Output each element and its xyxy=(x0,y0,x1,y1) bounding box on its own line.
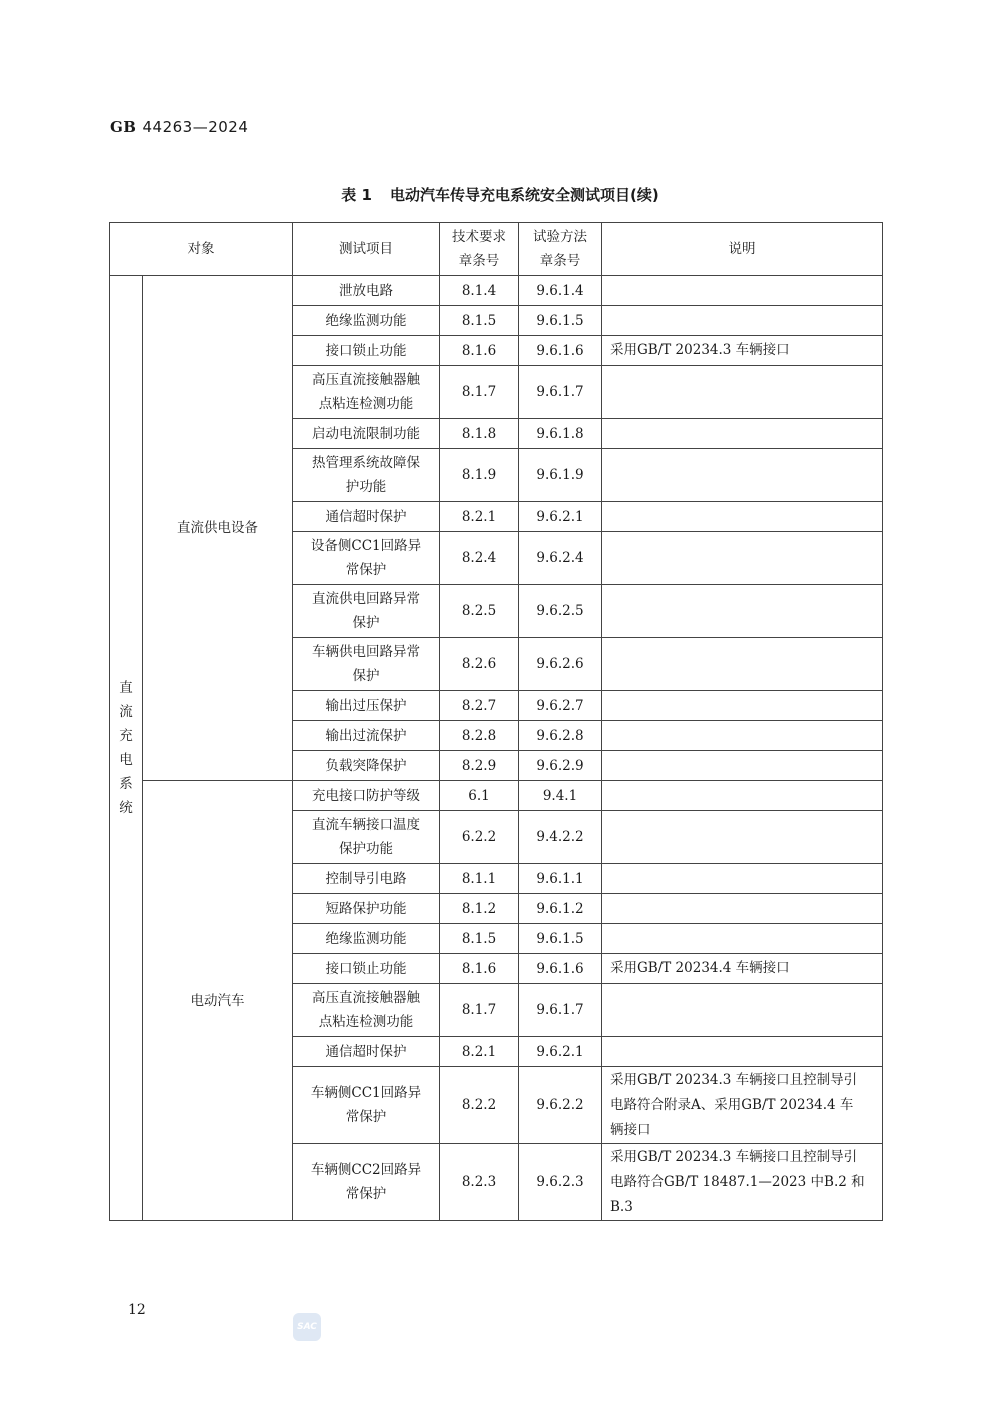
test-item-cell xyxy=(293,336,440,366)
note-cell xyxy=(602,638,883,691)
note-cell xyxy=(602,751,883,781)
method-clause-cell: 9.6.1.7 xyxy=(519,984,602,1037)
method-clause-cell: 9.6.1.9 xyxy=(519,449,602,502)
test-items-table xyxy=(109,222,883,1221)
note-cell xyxy=(602,366,883,419)
note-cell xyxy=(602,336,883,366)
header-requirement-line2: 章条号 xyxy=(458,253,500,269)
standard-code: 44263—2024 xyxy=(142,118,249,136)
method-clause-cell: 9.6.2.4 xyxy=(519,532,602,585)
requirement-clause-cell: 8.2.8 xyxy=(440,721,519,751)
requirement-clause-cell: 6.2.2 xyxy=(440,811,519,864)
method-clause-cell: 9.6.2.3 xyxy=(519,1144,602,1221)
test-item-line: 高压直流接触器触 xyxy=(312,990,420,1006)
test-item-cell xyxy=(293,1037,440,1067)
test-item-cell xyxy=(293,751,440,781)
test-item-cell xyxy=(293,691,440,721)
test-item-line: 常保护 xyxy=(345,1109,387,1125)
note-cell xyxy=(602,585,883,638)
method-clause-cell: 9.6.2.1 xyxy=(519,502,602,532)
system-label-char: 直 xyxy=(119,680,133,696)
group-label: 直流供电设备 xyxy=(143,276,293,781)
note-line: 电路符合附录A、采用GB/T 20234.4 车 xyxy=(610,1096,854,1113)
table-row xyxy=(110,781,883,811)
page-number: 12 xyxy=(128,1302,146,1318)
requirement-clause-cell: 8.2.3 xyxy=(440,1144,519,1221)
requirement-clause-cell: 8.1.8 xyxy=(440,419,519,449)
test-item-cell xyxy=(293,502,440,532)
note-cell xyxy=(602,1037,883,1067)
test-item-line: 点粘连检测功能 xyxy=(318,1014,414,1030)
method-clause-cell: 9.6.2.6 xyxy=(519,638,602,691)
test-item-line: 短路保护功能 xyxy=(325,900,407,917)
test-item-line: 泄放电路 xyxy=(339,282,393,299)
note-line: 采用GB/T 20234.3 车辆接口且控制导引 xyxy=(610,1071,858,1088)
table-row xyxy=(110,276,883,306)
requirement-clause-cell: 8.2.9 xyxy=(440,751,519,781)
test-item-line: 常保护 xyxy=(345,562,387,578)
note-cell xyxy=(602,1144,883,1221)
table-caption xyxy=(0,184,1000,205)
standard-number xyxy=(110,118,248,136)
requirement-clause-cell: 8.1.1 xyxy=(440,864,519,894)
table-header-row xyxy=(110,223,883,276)
test-item-cell xyxy=(293,954,440,984)
test-item-cell xyxy=(293,811,440,864)
table-caption-number: 表 1 xyxy=(341,186,372,204)
test-item-line: 直流车辆接口温度 xyxy=(312,817,420,833)
note-cell xyxy=(602,924,883,954)
note-line: B.3 xyxy=(610,1198,633,1215)
test-item-cell xyxy=(293,924,440,954)
note-cell xyxy=(602,532,883,585)
system-label-char: 流 xyxy=(119,704,133,720)
method-clause-cell: 9.6.1.6 xyxy=(519,336,602,366)
test-item-cell xyxy=(293,1067,440,1144)
note-line: 电路符合GB/T 18487.1—2023 中B.2 和 xyxy=(610,1173,865,1190)
test-item-cell xyxy=(293,781,440,811)
note-cell xyxy=(602,502,883,532)
test-item-line: 护功能 xyxy=(345,479,387,495)
requirement-clause-cell: 8.2.4 xyxy=(440,532,519,585)
system-label-char: 充 xyxy=(119,728,133,744)
note-line: 采用GB/T 20234.4 车辆接口 xyxy=(610,960,790,976)
test-item-line: 绝缘监测功能 xyxy=(325,312,407,329)
header-requirement-clause xyxy=(440,223,519,276)
note-cell xyxy=(602,811,883,864)
method-clause-cell: 9.6.2.9 xyxy=(519,751,602,781)
header-object: 对象 xyxy=(110,223,293,276)
test-item-cell xyxy=(293,366,440,419)
test-item-line: 车辆侧CC1回路异 xyxy=(310,1085,422,1101)
note-cell xyxy=(602,419,883,449)
test-item-line: 控制导引电路 xyxy=(325,870,407,887)
test-item-cell xyxy=(293,894,440,924)
test-item-cell xyxy=(293,864,440,894)
method-clause-cell: 9.6.2.7 xyxy=(519,691,602,721)
test-item-cell xyxy=(293,984,440,1037)
test-item-cell xyxy=(293,1144,440,1221)
method-clause-cell: 9.4.1 xyxy=(519,781,602,811)
note-line: 辆接口 xyxy=(610,1121,651,1138)
test-item-line: 设备侧CC1回路异 xyxy=(310,538,422,554)
note-line: 采用GB/T 20234.3 车辆接口且控制导引 xyxy=(610,1148,858,1165)
table-caption-title: 电动汽车传导充电系统安全测试项目(续) xyxy=(389,186,659,204)
header-method-line1: 试验方法 xyxy=(533,229,587,245)
requirement-clause-cell: 8.1.2 xyxy=(440,894,519,924)
requirement-clause-cell: 8.2.1 xyxy=(440,1037,519,1067)
requirement-clause-cell: 8.1.6 xyxy=(440,336,519,366)
method-clause-cell: 9.6.1.7 xyxy=(519,366,602,419)
requirement-clause-cell: 8.1.4 xyxy=(440,276,519,306)
requirement-clause-cell: 8.1.7 xyxy=(440,366,519,419)
test-item-line: 接口锁止功能 xyxy=(325,960,407,977)
requirement-clause-cell: 8.1.5 xyxy=(440,924,519,954)
method-clause-cell: 9.6.2.8 xyxy=(519,721,602,751)
test-item-line: 启动电流限制功能 xyxy=(312,425,420,442)
sac-logo-watermark: SAC xyxy=(293,1313,321,1341)
test-item-line: 直流供电回路异常 xyxy=(312,591,420,607)
test-item-line: 输出过压保护 xyxy=(325,697,407,714)
test-item-cell xyxy=(293,638,440,691)
note-cell xyxy=(602,691,883,721)
system-label-cell xyxy=(110,276,143,1221)
standard-prefix: GB xyxy=(110,118,137,136)
header-note: 说明 xyxy=(602,223,883,276)
method-clause-cell: 9.6.1.8 xyxy=(519,419,602,449)
requirement-clause-cell: 8.2.1 xyxy=(440,502,519,532)
test-item-line: 充电接口防护等级 xyxy=(312,787,420,804)
note-cell xyxy=(602,864,883,894)
note-cell xyxy=(602,984,883,1037)
requirement-clause-cell: 8.2.7 xyxy=(440,691,519,721)
header-requirement-line1: 技术要求 xyxy=(452,229,506,245)
method-clause-cell: 9.6.1.4 xyxy=(519,276,602,306)
method-clause-cell: 9.6.2.2 xyxy=(519,1067,602,1144)
test-item-line: 保护功能 xyxy=(339,841,393,857)
test-item-cell xyxy=(293,419,440,449)
note-cell xyxy=(602,306,883,336)
requirement-clause-cell: 8.2.6 xyxy=(440,638,519,691)
note-cell xyxy=(602,781,883,811)
method-clause-cell: 9.6.1.5 xyxy=(519,924,602,954)
method-clause-cell: 9.6.1.5 xyxy=(519,306,602,336)
group-label: 电动汽车 xyxy=(143,781,293,1221)
method-clause-cell: 9.6.2.5 xyxy=(519,585,602,638)
note-cell xyxy=(602,1067,883,1144)
test-item-line: 车辆供电回路异常 xyxy=(312,644,420,660)
method-clause-cell: 9.6.1.1 xyxy=(519,864,602,894)
method-clause-cell: 9.6.1.6 xyxy=(519,954,602,984)
test-item-line: 保护 xyxy=(352,615,380,631)
note-cell xyxy=(602,276,883,306)
test-item-line: 高压直流接触器触 xyxy=(312,372,420,388)
system-label-char: 系 xyxy=(119,776,133,792)
note-cell xyxy=(602,721,883,751)
test-item-cell xyxy=(293,532,440,585)
table-body xyxy=(110,223,883,1221)
test-item-line: 点粘连检测功能 xyxy=(318,396,414,412)
requirement-clause-cell: 8.2.2 xyxy=(440,1067,519,1144)
test-item-line: 负载突降保护 xyxy=(325,757,407,774)
test-item-line: 保护 xyxy=(352,668,380,684)
note-cell xyxy=(602,954,883,984)
test-item-line: 绝缘监测功能 xyxy=(325,930,407,947)
method-clause-cell: 9.6.1.2 xyxy=(519,894,602,924)
test-item-line: 车辆侧CC2回路异 xyxy=(310,1162,422,1178)
requirement-clause-cell: 8.1.5 xyxy=(440,306,519,336)
system-label-char: 统 xyxy=(119,800,133,816)
test-item-cell xyxy=(293,585,440,638)
header-method-clause xyxy=(519,223,602,276)
note-line: 采用GB/T 20234.3 车辆接口 xyxy=(610,342,790,358)
header-method-line2: 章条号 xyxy=(539,253,581,269)
test-item-line: 常保护 xyxy=(345,1186,387,1202)
test-item-cell xyxy=(293,449,440,502)
note-cell xyxy=(602,894,883,924)
method-clause-cell: 9.6.2.1 xyxy=(519,1037,602,1067)
requirement-clause-cell: 8.1.9 xyxy=(440,449,519,502)
test-item-cell xyxy=(293,276,440,306)
requirement-clause-cell: 8.2.5 xyxy=(440,585,519,638)
header-test-item: 测试项目 xyxy=(293,223,440,276)
system-label-char: 电 xyxy=(119,752,133,768)
test-item-line: 输出过流保护 xyxy=(325,727,407,744)
test-item-line: 通信超时保护 xyxy=(325,508,407,525)
test-item-line: 热管理系统故障保 xyxy=(312,455,420,471)
test-item-cell xyxy=(293,721,440,751)
requirement-clause-cell: 8.1.6 xyxy=(440,954,519,984)
method-clause-cell: 9.4.2.2 xyxy=(519,811,602,864)
test-item-line: 接口锁止功能 xyxy=(325,342,407,359)
test-item-line: 通信超时保护 xyxy=(325,1043,407,1060)
note-cell xyxy=(602,449,883,502)
requirement-clause-cell: 8.1.7 xyxy=(440,984,519,1037)
requirement-clause-cell: 6.1 xyxy=(440,781,519,811)
test-item-cell xyxy=(293,306,440,336)
